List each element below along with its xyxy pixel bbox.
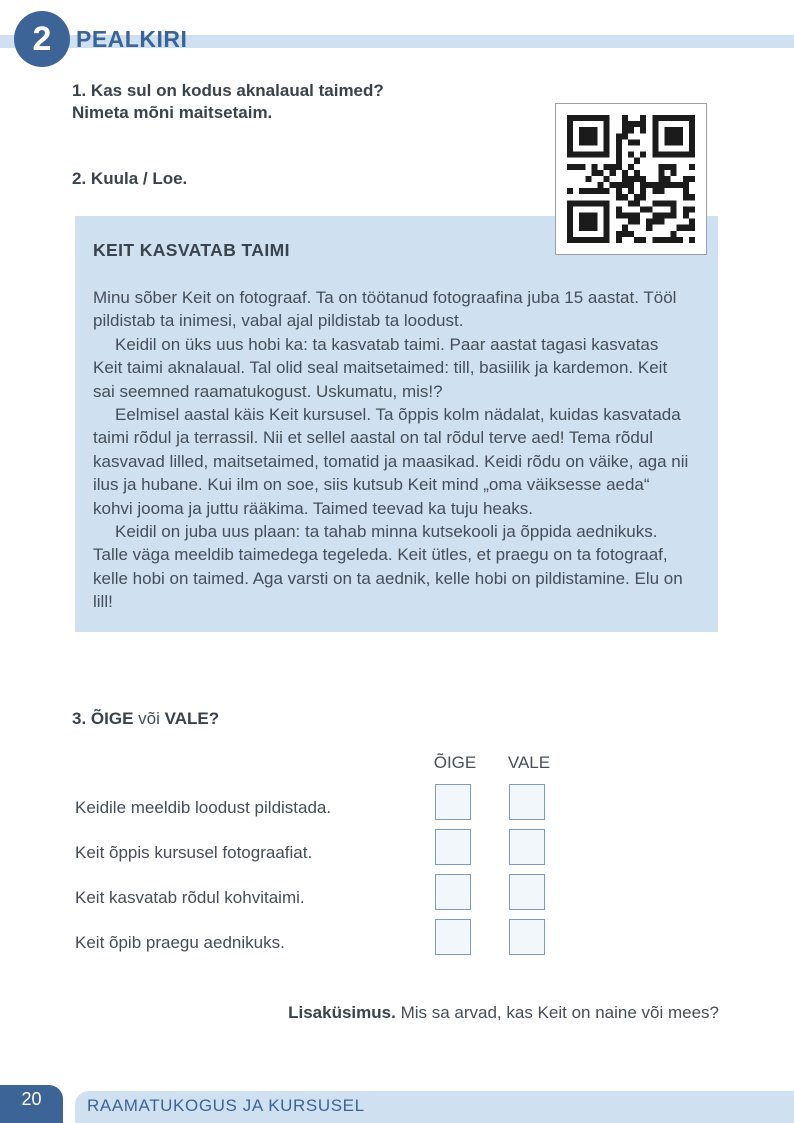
reading-paragraph: Keidil on üks uus hobi ka: ta kasvatab taimi. Paar aastat tagasi kasvatas Keit taimi aknalaual. Tal olid seal maitsetaimed: till, basiilik ja kardemon. Keit sai seemned raamatukogust. Uskumatu, mis!?: [93, 334, 668, 401]
exercise-1-question: [72, 80, 384, 102]
unit-number-badge: [14, 11, 70, 67]
column-header-oige: ÕIGE: [433, 753, 477, 772]
exercise-3-heading: [72, 708, 219, 730]
exercise-2-number: 2.: [72, 169, 87, 188]
statement-text: Keit õpib praegu aednikuks.: [75, 933, 285, 952]
statement-row-2: [75, 829, 718, 866]
statement-row-4: [75, 919, 718, 956]
reading-paragraph: Keidil on juba uus plaan: ta tahab minna kutsekooli ja õppida aednikuks. Talle väga meeldib taimedega tegeleda. Keit ütles, et praegu on ta fotograaf, kelle hobi on taimed. Aga varsti on ta aednik, kelle hobi on pildistamine. Elu on lill!: [93, 522, 683, 612]
statement-text: Keidile meeldib loodust pildistada.: [75, 798, 332, 817]
exercise-3-title-oige: ÕIGE: [90, 709, 134, 728]
exercise-3-title-vale: VALE?: [164, 709, 220, 728]
page-title: PEALKIRI: [76, 26, 188, 52]
statement-text: Keit kasvatab rõdul kohvitaimi.: [75, 888, 305, 907]
checkbox-oige-3[interactable]: [435, 874, 471, 910]
exercise-3-title: [72, 708, 219, 730]
checkbox-vale-4[interactable]: [509, 919, 545, 955]
statement-row-3: [75, 874, 718, 911]
extra-question-text: Mis sa arvad, kas Keit on naine või mees?: [400, 1003, 719, 1022]
exercise-1-line2: Nimeta mõni maitsetaim.: [72, 103, 273, 122]
extra-question: [75, 1002, 719, 1024]
exercise-3-number: 3.: [72, 709, 87, 728]
exercise-1: [72, 80, 384, 124]
exercise-2-label-line: [72, 168, 187, 190]
exercise-2-label: Kuula / Loe.: [90, 169, 188, 188]
page-number-tab: [0, 1085, 63, 1123]
column-header-vale: VALE: [507, 753, 551, 772]
reading-paragraph: Eelmisel aastal käis Keit kursusel. Ta õppis kolm nädalat, kuidas kasvatada taimi rõdul ja terrassil. Nii et sellel aastal on tal rõdul terve aed! Tema rõdul kasvavad lilled, maitsetaimed, tomatid ja maasikad. Keidi rõdu on väike, aga nii ilus ja hubane. Kui ilm on soe, siis kutsub Keit mind „oma väiksesse aeda“ kohvi jooma ja juttu rääkima. Taimed teevad ka tuju heaks.: [93, 405, 689, 518]
exercise-1-line1: Kas sul on kodus aknalaual taimed?: [90, 81, 384, 100]
chapter-title: RAAMATUKOGUS JA KURSUSEL: [87, 1096, 365, 1115]
statement-row-1: [75, 784, 718, 821]
exercise-3-title-voi: või: [138, 709, 160, 728]
extra-question-label: Lisaküsimus.: [288, 1003, 396, 1022]
checkbox-vale-2[interactable]: [509, 829, 545, 865]
chapter-footer-bar: [75, 1091, 794, 1123]
statement-text: Keit õppis kursusel fotograafiat.: [75, 843, 313, 862]
exercise-2: [72, 168, 187, 190]
reading-paragraph: Minu sõber Keit on fotograaf. Ta on töötanud fotograafina juba 15 aastat. Tööl pildistab ta inimesi, vabal ajal pildistab ta loodust.: [93, 288, 677, 331]
reading-title: KEIT KASVATAB TAIMI: [93, 240, 290, 260]
checkbox-oige-4[interactable]: [435, 919, 471, 955]
reading-passage-box: [75, 216, 718, 632]
page-number: 20: [21, 1089, 42, 1109]
qr-code: [555, 103, 707, 255]
checkbox-vale-1[interactable]: [509, 784, 545, 820]
checkbox-oige-1[interactable]: [435, 784, 471, 820]
checkbox-oige-2[interactable]: [435, 829, 471, 865]
unit-number: 2: [32, 20, 52, 58]
qr-code-icon: [567, 115, 695, 243]
checkbox-vale-3[interactable]: [509, 874, 545, 910]
exercise-1-number: 1.: [72, 81, 87, 100]
